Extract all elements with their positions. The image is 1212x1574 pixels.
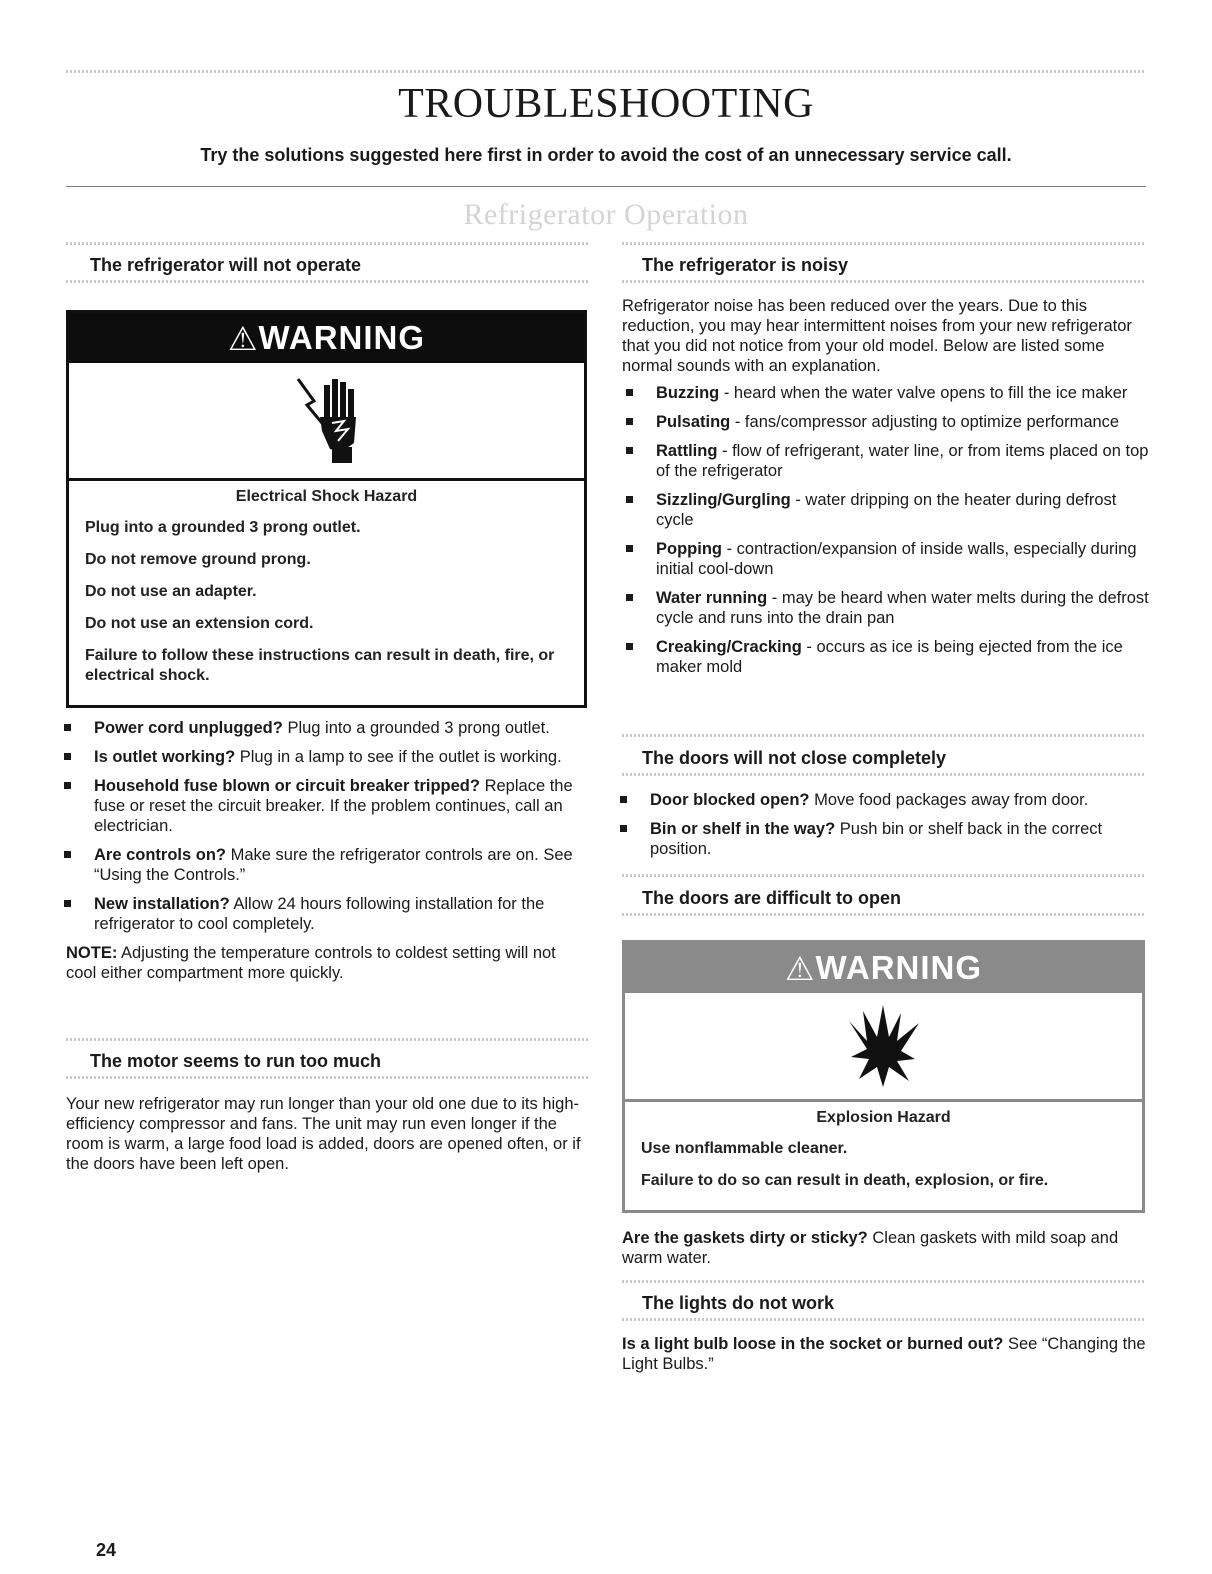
item-term: New installation? (94, 895, 230, 913)
heading-motor: The motor seems to run too much (90, 1051, 382, 1071)
rule (622, 280, 1146, 283)
warning-line: Failure to follow these instructions can result in death, fire, or electrical shock. (85, 647, 555, 684)
noisy-section (622, 296, 1152, 686)
heading-noisy: The refrigerator is noisy (642, 255, 849, 275)
list-item (60, 776, 590, 836)
list-item (622, 412, 1152, 432)
item-text: Plug in a lamp to see if the outlet is working. (239, 748, 562, 766)
warning-line: Do not remove ground prong. (85, 551, 311, 568)
list-item (622, 637, 1152, 677)
warning-label: WARNING (258, 319, 426, 356)
list-item (60, 747, 590, 767)
item-text: - water dripping on the heater during defrost cycle (656, 491, 1117, 529)
item-text: See “Changing the Light Bulbs.” (622, 1335, 1146, 1373)
list-item (622, 441, 1152, 481)
item-term: Buzzing (656, 384, 720, 402)
item-term: Pulsating (656, 413, 731, 431)
paragraph (622, 1334, 1146, 1374)
list-item (60, 718, 590, 738)
heading-lights: The lights do not work (642, 1293, 834, 1313)
heading-not-operate: The refrigerator will not operate (90, 255, 362, 275)
item-text: Allow 24 hours following installation for the refrigerator to cool completely. (94, 895, 545, 933)
warning-text (625, 1102, 1142, 1211)
warning-banner (69, 313, 584, 363)
rule (622, 1318, 1146, 1321)
item-text: Move food packages away from door. (814, 791, 1089, 809)
top-rule (66, 70, 1146, 73)
warning-label: WARNING (815, 949, 983, 986)
paragraph: Refrigerator noise has been reduced over the years. Due to this reduction, you may hear intermittent noises from your new refrigerator that you did not notice from your old model. Below are listed some normal sounds with an explanation. (622, 297, 1132, 375)
warning-line: Do not use an extension cord. (85, 615, 314, 632)
warning-banner (625, 943, 1142, 993)
item-term: Is a light bulb loose in the socket or burned out? (622, 1335, 1004, 1353)
warning-line: Failure to do so can result in death, explosion, or fire. (641, 1172, 1049, 1189)
list-item (622, 383, 1152, 403)
item-text: - occurs as ice is being ejected from the ice maker mold (656, 638, 1123, 676)
warning-text (69, 481, 584, 706)
item-text: Clean gaskets with mild soap and warm water. (622, 1229, 1119, 1267)
not-operate-list (60, 718, 590, 994)
item-term: Rattling (656, 442, 718, 460)
item-text: - flow of refrigerant, water line, or from items placed on top of the refrigerator (656, 442, 1149, 480)
page-title: TROUBLESHOOTING (398, 81, 814, 127)
rule (66, 1076, 590, 1079)
item-term: Creaking/Cracking (656, 638, 802, 656)
item-text: Make sure the refrigerator controls are on. See “Using the Controls.” (94, 846, 573, 884)
item-term: Are the gaskets dirty or sticky? (622, 1229, 868, 1247)
rule (66, 280, 590, 283)
rule (622, 874, 1146, 877)
paragraph (622, 1228, 1146, 1268)
list-item (622, 490, 1152, 530)
note-text: Adjusting the temperature controls to coldest setting will not cool either compartment more quickly. (66, 944, 556, 982)
item-text: Plug into a grounded 3 prong outlet. (287, 719, 550, 737)
item-term: Water running (656, 589, 768, 607)
rule (622, 242, 1146, 245)
item-term: Is outlet working? (94, 748, 236, 766)
warning-triangle-icon: ⚠ (784, 949, 816, 987)
item-term: Door blocked open? (650, 791, 810, 809)
heading-doors-open: The doors are difficult to open (642, 888, 902, 908)
item-term: Popping (656, 540, 722, 558)
item-text: Push bin or shelf back in the correct position. (650, 820, 1103, 858)
list-item (60, 894, 590, 934)
rule (622, 913, 1146, 916)
warning-triangle-icon: ⚠ (227, 319, 259, 357)
item-text: - fans/compressor adjusting to optimize performance (730, 413, 1120, 431)
warning-line: Do not use an adapter. (85, 583, 257, 600)
item-term: Sizzling/Gurgling (656, 491, 791, 509)
rule (66, 1038, 590, 1041)
rule (622, 773, 1146, 776)
rule (66, 242, 590, 245)
section-title: Refrigerator Operation (463, 198, 749, 231)
intro-text: Try the solutions suggested here first in order to avoid the cost of an unnecessary service call. (200, 145, 1012, 165)
list-item (622, 588, 1152, 628)
item-text: - heard when the water valve opens to fill the ice maker (719, 384, 1128, 402)
list-item (60, 845, 590, 885)
item-text: - contraction/expansion of inside walls, especially during initial cool-down (656, 540, 1137, 578)
lights-text (622, 1334, 1146, 1385)
paragraph: Your new refrigerator may run longer than your old one due to its high-efficiency compressor and fans. The unit may run even longer if the room is warm, a large food load is added, doors are opened often, or if the doors have been left open. (66, 1095, 581, 1173)
doors-close-list (616, 790, 1146, 868)
item-term: Household fuse blown or circuit breaker tripped? (94, 777, 480, 795)
note (60, 943, 590, 983)
rule (622, 734, 1146, 737)
list-item (622, 539, 1152, 579)
list-item (616, 819, 1146, 859)
item-text: Replace the fuse or reset the circuit breaker. If the problem continues, call an electrician. (94, 777, 573, 835)
item-term: Bin or shelf in the way? (650, 820, 836, 838)
explosion-warning-box (622, 940, 1145, 1213)
electrical-shock-icon (69, 363, 584, 481)
item-text: - may be heard when water melts during the defrost cycle and runs into the drain pan (656, 589, 1149, 627)
item-term: Are controls on? (94, 846, 227, 864)
rule (622, 1280, 1146, 1283)
explosion-icon (625, 993, 1142, 1102)
electrical-warning-box (66, 310, 587, 708)
header-divider (66, 186, 1146, 187)
hazard-title: Electrical Shock Hazard (235, 488, 418, 505)
note-label: NOTE: (66, 944, 118, 962)
warning-line: Plug into a grounded 3 prong outlet. (85, 519, 361, 536)
heading-doors-close: The doors will not close completely (642, 748, 947, 768)
item-term: Power cord unplugged? (94, 719, 283, 737)
page-number: 24 (96, 1540, 117, 1560)
hazard-title: Explosion Hazard (816, 1109, 951, 1126)
warning-line: Use nonflammable cleaner. (641, 1140, 848, 1157)
list-item (616, 790, 1146, 810)
motor-text (66, 1094, 590, 1185)
doors-open-text (622, 1228, 1146, 1279)
